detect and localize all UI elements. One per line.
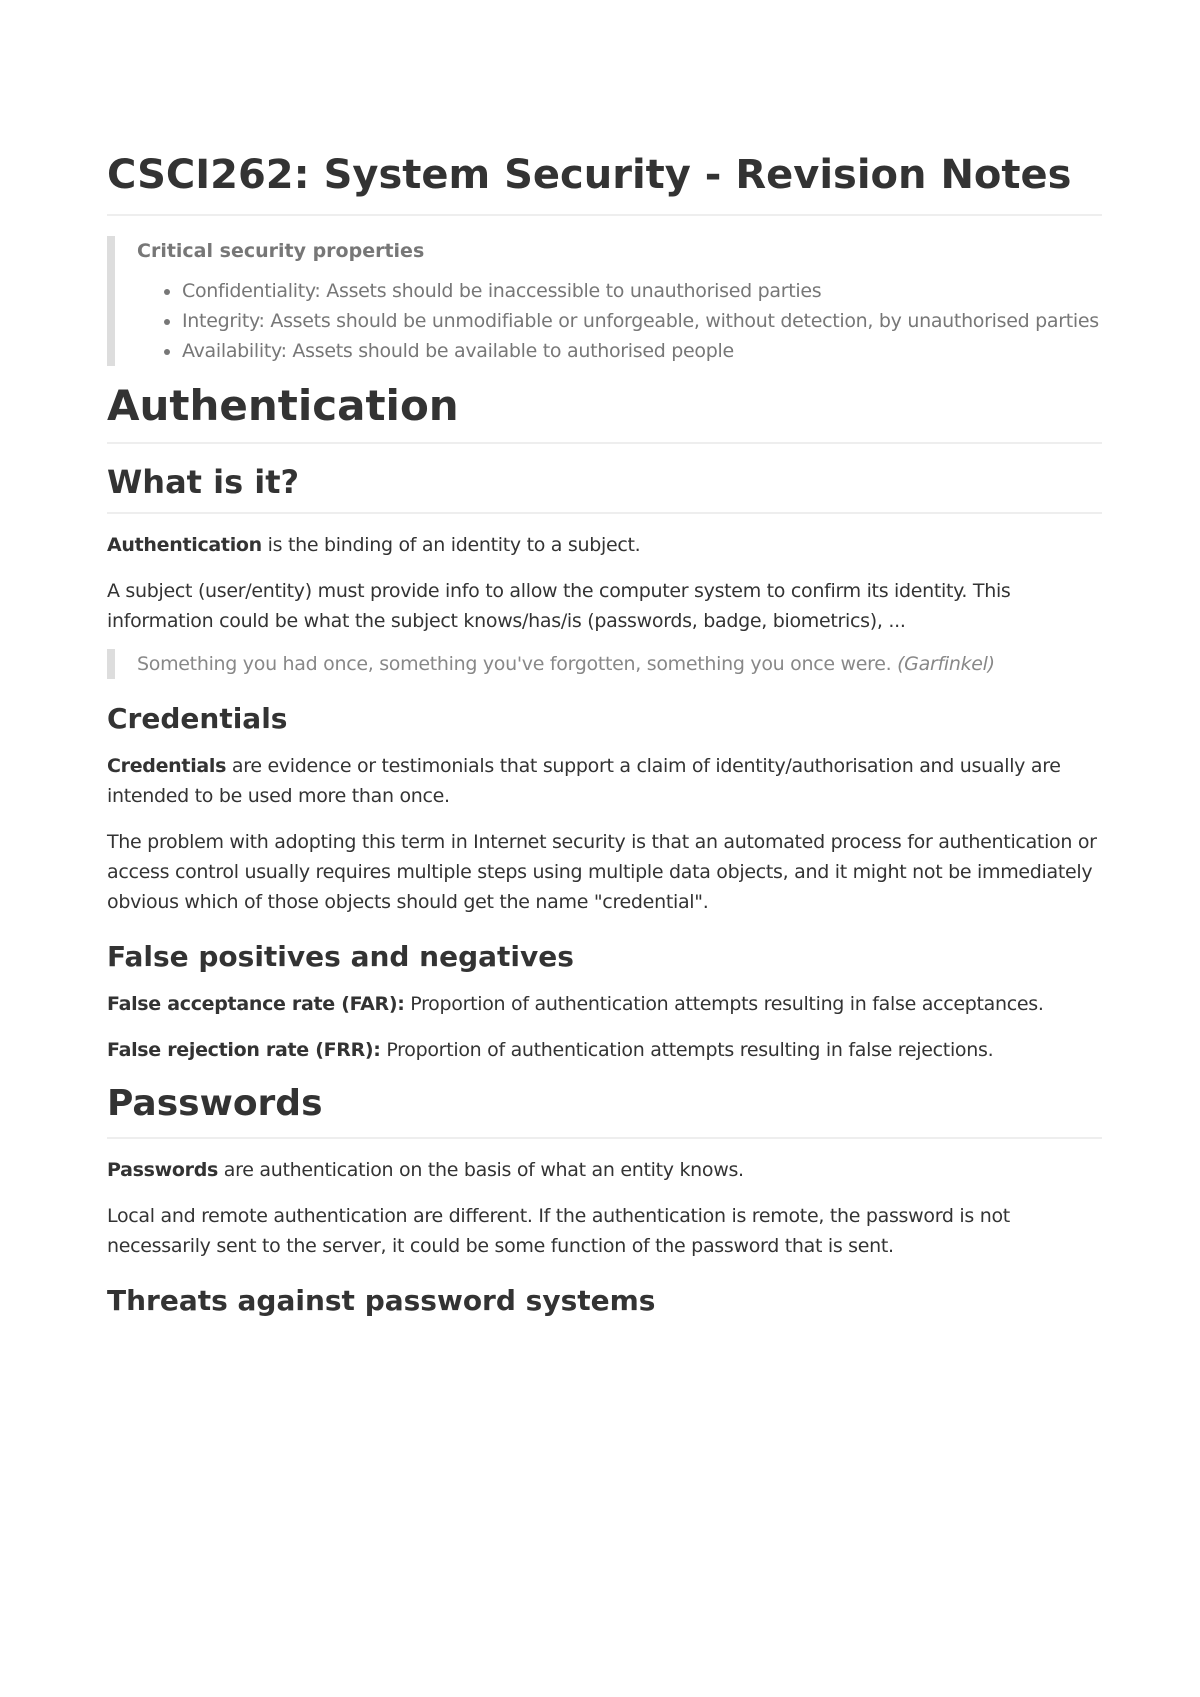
page-title: CSCI262: System Security - Revision Notes <box>107 150 1102 216</box>
garfinkel-quote <box>107 649 1102 679</box>
term: False acceptance rate (FAR): <box>107 993 405 1015</box>
term: Authentication <box>107 534 262 556</box>
paragraph <box>107 751 1102 811</box>
paragraph-frr <box>107 1035 1102 1065</box>
quote-text: Something you had once, something you've forgotten, something you once were. <box>137 653 898 675</box>
subsection-heading-false-rates: False positives and negatives <box>107 940 574 973</box>
subsection-heading-what-is-it: What is it? <box>107 462 1102 514</box>
paragraph: A subject (user/entity) must provide info to allow the computer system to confirm its identity. This information could be what the subject knows/has/is (passwords, badge, biometrics), ... <box>107 580 1011 632</box>
paragraph-text: Proportion of authentication attempts resulting in false acceptances. <box>404 993 1044 1015</box>
list-item: • Confidentiality: Assets should be inaccessible to unauthorised parties <box>182 276 1102 306</box>
section-heading-authentication: Authentication <box>107 380 1102 444</box>
term: False rejection rate (FRR): <box>107 1039 381 1061</box>
term: Passwords <box>107 1159 219 1181</box>
paragraph <box>107 1155 1102 1185</box>
quote-citation: (Garfinkel) <box>897 653 995 675</box>
security-properties-list <box>137 276 1102 366</box>
paragraph-far <box>107 989 1102 1019</box>
paragraph: Local and remote authentication are different. If the authentication is remote, the password is not necessarily sent to the server, it could be some function of the password that is sent. <box>107 1205 1010 1257</box>
paragraph-text: is the binding of an identity to a subject. <box>261 534 641 556</box>
document-page <box>107 150 1102 1319</box>
list-item: • Availability: Assets should be available to authorised people <box>182 336 1102 366</box>
security-properties-quote <box>107 236 1102 366</box>
section-heading-passwords: Passwords <box>107 1081 1102 1139</box>
quote-heading: Critical security properties <box>137 240 425 262</box>
paragraph <box>107 530 1102 560</box>
paragraph-text: are authentication on the basis of what an entity knows. <box>218 1159 744 1181</box>
paragraph-text: are evidence or testimonials that support a claim of identity/authorisation and usually are intended to be used more than once. <box>107 755 1061 807</box>
paragraph: The problem with adopting this term in Internet security is that an automated process for authentication or access control usually requires multiple steps using multiple data objects, and it might not be immediately obvious which of those objects should get the name "credential". <box>107 831 1097 913</box>
paragraph-text: Proportion of authentication attempts resulting in false rejections. <box>380 1039 994 1061</box>
term: Credentials <box>107 755 227 777</box>
subsection-heading-credentials: Credentials <box>107 702 288 735</box>
list-item: • Integrity: Assets should be unmodifiable or unforgeable, without detection, by unauthorised parties <box>182 306 1102 336</box>
subsection-heading-threats: Threats against password systems <box>107 1284 656 1317</box>
